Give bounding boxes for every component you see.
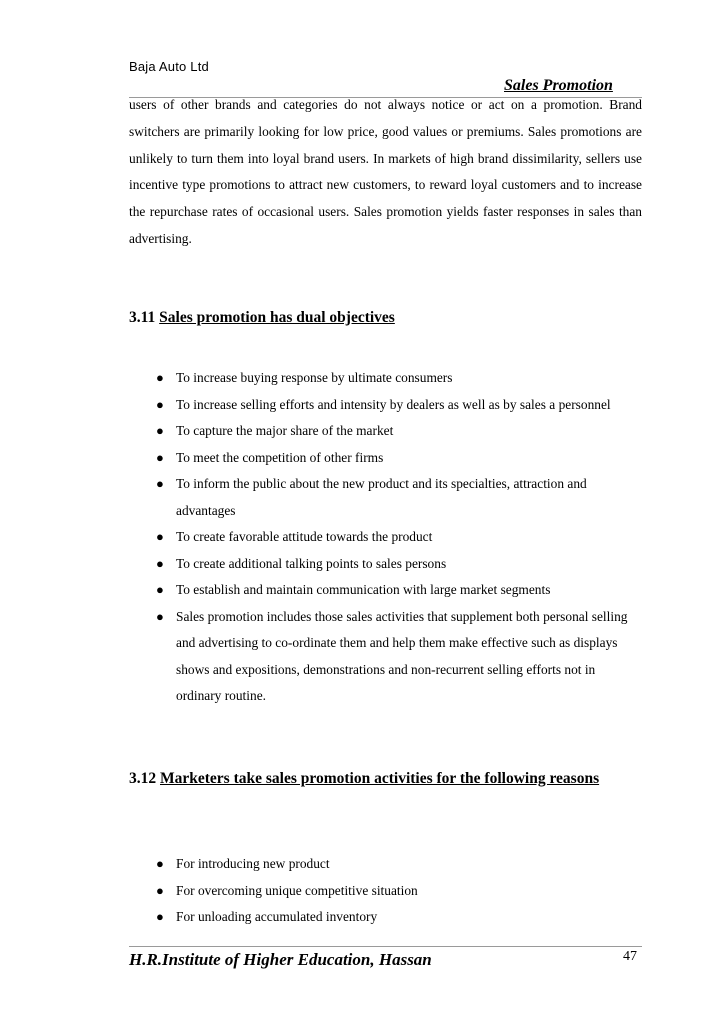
list-item: ● To inform the public about the new product and its specialties, attraction and advantages — [129, 471, 642, 524]
bullet-icon: ● — [156, 882, 164, 898]
page-number: 47 — [623, 949, 637, 964]
list-item: ● To increase buying response by ultimate consumers — [129, 365, 642, 392]
list-item: ● To create favorable attitude towards the product — [129, 524, 642, 551]
section-3-11-heading — [129, 309, 395, 327]
header-section-title: Sales Promotion — [504, 77, 613, 94]
section-3-12-heading — [129, 764, 599, 794]
bullet-icon: ● — [156, 608, 164, 624]
footer-institute-name: H.R.Institute of Higher Education, Hassan — [129, 950, 432, 969]
bullet-icon: ● — [156, 909, 164, 924]
list-item: ● To increase selling efforts and intensity by dealers as well as by sales a personnel — [129, 392, 642, 419]
header-company-name: Baja Auto Ltd — [129, 59, 209, 74]
list-item: ● Sales promotion includes those sales activities that supplement both personal selling and advertising to co-ordinate them and help them make effective such as displays shows and expositions, demonstrations and non-recurrent selling efforts not in ordinary routine. — [129, 604, 642, 710]
bullet-icon: ● — [156, 370, 164, 385]
section-3-11-number: 3.11 — [129, 309, 156, 326]
section-3-12-number: 3.12 — [129, 770, 157, 787]
bullet-icon: ● — [156, 529, 164, 544]
section-3-12-title: Marketers take sales promotion activities for the following reasons — [160, 770, 600, 787]
bullet-icon: ● — [156, 449, 164, 465]
bullet-icon: ● — [156, 856, 164, 871]
list-item: ● To establish and maintain communication with large market segments — [129, 577, 642, 604]
section-3-11-list — [129, 365, 642, 710]
bullet-icon: ● — [156, 582, 164, 597]
bullet-icon: ● — [156, 476, 164, 491]
list-item: ● To meet the competition of other firms — [129, 445, 642, 472]
list-item: ● For unloading accumulated inventory — [129, 904, 642, 931]
bullet-icon: ● — [156, 555, 164, 571]
section-3-12-list — [129, 851, 642, 931]
list-item: ● To create additional talking points to sales persons — [129, 551, 642, 578]
section-3-11-title: Sales promotion has dual objectives — [159, 309, 395, 326]
list-item: ● For overcoming unique competitive situation — [129, 878, 642, 905]
list-item: ● For introducing new product — [129, 851, 642, 878]
footer-divider — [129, 946, 642, 947]
bullet-icon: ● — [156, 396, 164, 412]
intro-paragraph: users of other brands and categories do not always notice or act on a promotion. Brand switchers are primarily looking for low price, good values or premiums. Sales promotions are unlikely to turn them into loyal brand users. In markets of high brand dissimilarity, sellers use incentive type promotions to attract new customers, to reward loyal customers and to increase the repurchase rates of occasional users. Sales promotion yields faster responses in sales than advertising. — [129, 97, 642, 246]
list-item: ● To capture the major share of the market — [129, 418, 642, 445]
bullet-icon: ● — [156, 423, 164, 438]
